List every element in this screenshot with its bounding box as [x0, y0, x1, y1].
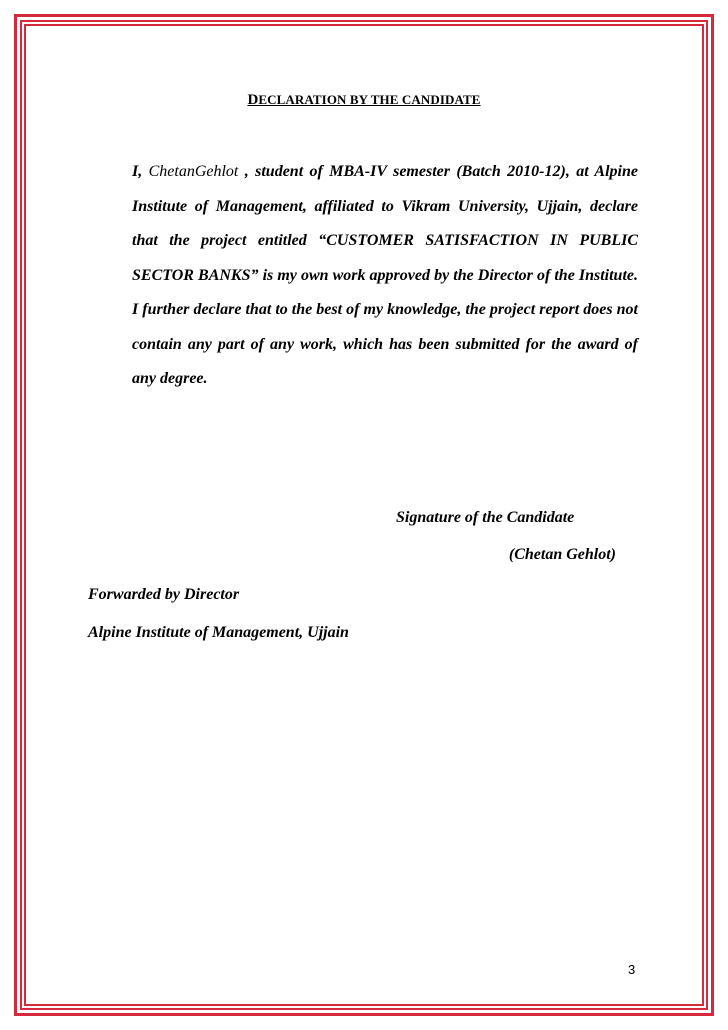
- declaration-body: , student of MBA-IV semester (Batch 2010-12), at Alpine Institute of Management, affiliated to Vikram University, Ujjain, declare that the project entitled “CUSTOMER SATISFACTION IN PUBLIC SECTOR BANKS” is my own work approved by the Director of the Institute. I further declare that to the best of my knowledge, the project report does not contain any part of any work, which has been submitted for the award of any degree.: [132, 163, 638, 387]
- declaration-prefix: I,: [132, 163, 149, 180]
- institute-line: Alpine Institute of Management, Ujjain: [88, 624, 349, 641]
- signature-name: (Chetan Gehlot): [508, 546, 616, 563]
- page-title: [0, 92, 728, 109]
- title-rest: ECLARATION BY THE CANDIDATE: [258, 92, 481, 107]
- declaration-paragraph: [132, 155, 638, 397]
- forwarded-by: Forwarded by Director: [88, 586, 240, 603]
- candidate-name: ChetanGehlot: [148, 163, 239, 180]
- page-number: 3: [628, 962, 636, 977]
- signature-label: Signature of the Candidate: [396, 509, 575, 526]
- title-first-letter: D: [247, 92, 259, 108]
